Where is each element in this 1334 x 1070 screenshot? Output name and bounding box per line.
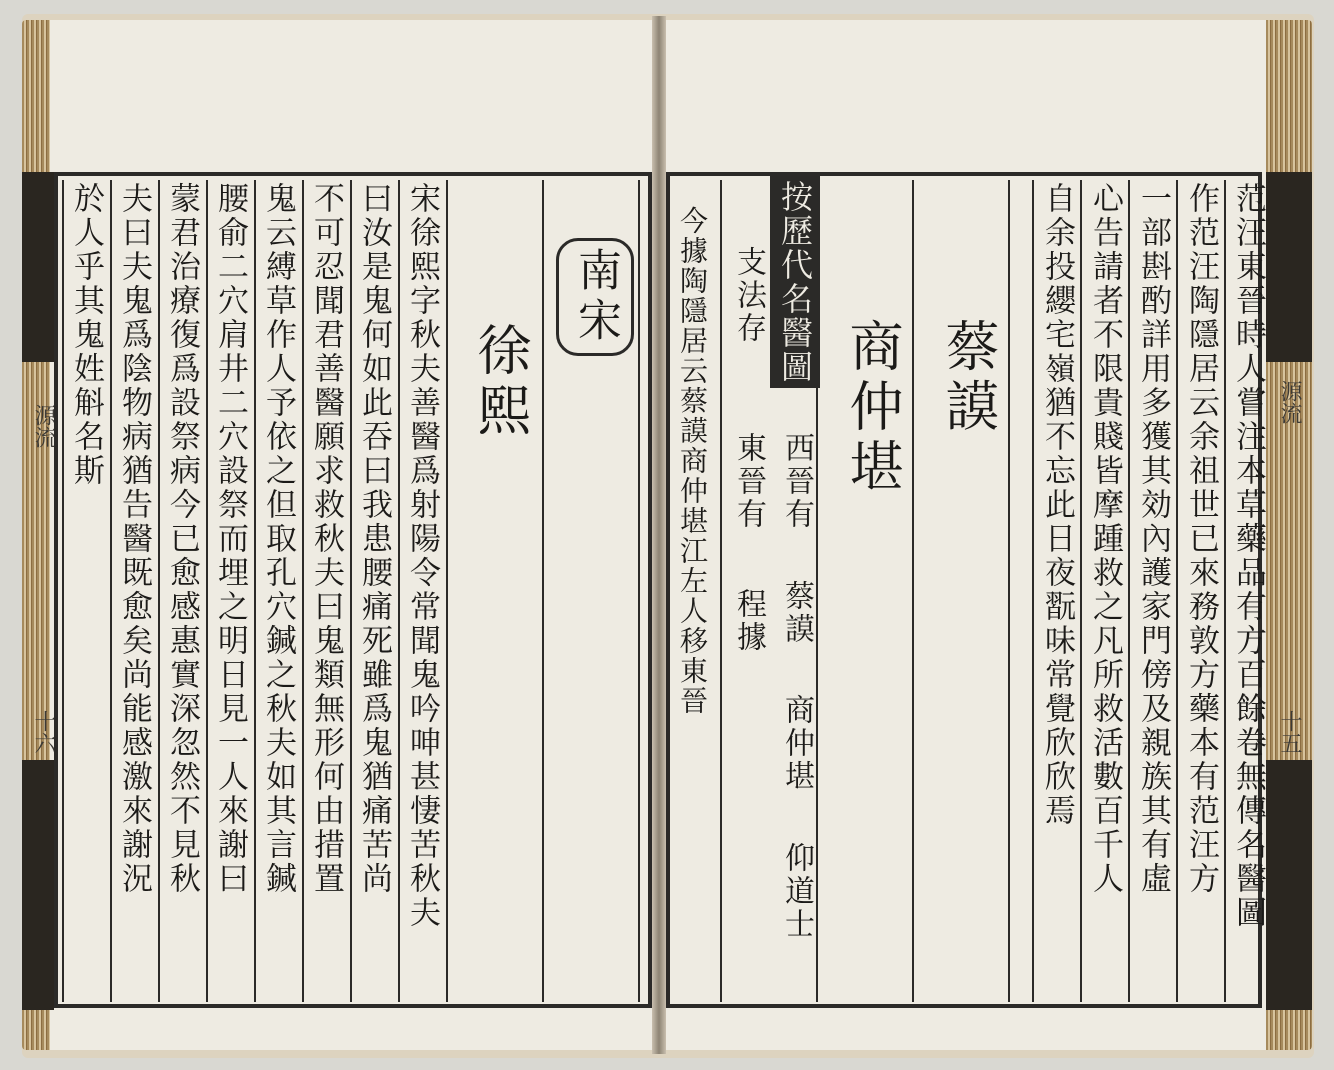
right-rule-4 (1080, 180, 1082, 1002)
right-rule-2 (1176, 180, 1178, 1002)
left-text-column-1: 宋徐熙字秋夫善醫爲射陽令常聞鬼吟呻甚悽苦秋夫 (404, 182, 440, 930)
left-edge-band-top (22, 172, 54, 362)
right-text-column-2: 作范汪陶隱居云余祖世已來務敦方藥本有范汪方 (1183, 182, 1219, 896)
sub-western-jin: 西晉有 (779, 432, 814, 531)
right-rule-5 (1032, 180, 1034, 1002)
left-rule-2 (542, 180, 544, 1002)
heading-cai-mo: 蔡謨 (937, 318, 1000, 438)
right-text-column-5: 自余投纓宅嶺猶不忘此日夜翫味常覺欣欣焉 (1039, 182, 1075, 828)
right-fold-title: 源流 (1277, 380, 1302, 424)
heading-xu-xi: 徐熙 (469, 322, 532, 442)
right-rule-3 (1128, 180, 1130, 1002)
left-fold-number: 十六 (31, 710, 56, 754)
right-edge-band-top (1266, 172, 1312, 362)
right-rule-7 (912, 180, 914, 1002)
left-text-column-2: 曰汝是鬼何如此吞曰我患腰痛死雖爲鬼猶痛苦尚 (356, 182, 392, 896)
sub-cai-mo: 蔡謨 (779, 580, 814, 646)
left-rule-3 (446, 180, 448, 1002)
right-text-column-1: 范汪東晉時人嘗注本草藥品有方百餘卷無傳名醫圖 (1230, 182, 1266, 930)
left-text-column-4: 鬼云縛草作人予依之但取孔穴鍼之秋夫如其言鍼 (260, 182, 296, 896)
left-text-column-5: 腰俞二穴肩井二穴設祭而埋之明日見一人來謝曰 (212, 182, 248, 896)
right-fold-number: 十五 (1277, 710, 1302, 754)
sub-cheng-ju: 程據 (731, 588, 766, 654)
right-rule-1 (1224, 180, 1226, 1002)
left-rule-8 (206, 180, 208, 1002)
left-rule-10 (110, 180, 112, 1002)
left-rule-5 (350, 180, 352, 1002)
dynasty-label-south-song: 南宋 (556, 238, 634, 356)
book-gutter (652, 16, 666, 1054)
left-edge-band-bottom (22, 760, 54, 1010)
heading-shang-zhongkan: 商仲堪 (841, 318, 904, 498)
left-rule-4 (398, 180, 400, 1002)
sub-zhi-facun: 支法存 (731, 246, 766, 345)
left-rule-11 (62, 180, 64, 1002)
sub-eastern-jin: 東晉有 (731, 432, 766, 531)
right-rule-9 (720, 180, 722, 1002)
left-fold-title: 源流 (31, 404, 56, 448)
left-rule-6 (302, 180, 304, 1002)
left-text-column-3: 不可忍聞君善醫願求救秋夫曰鬼類無形何由措置 (308, 182, 344, 896)
right-edge-band-bottom (1266, 760, 1312, 1010)
right-text-column-4: 心告請者不限貴賤皆摩踵救之凡所救活數百千人 (1087, 182, 1123, 896)
source-banner: 按歷代名醫圖 (770, 176, 820, 388)
right-note-column: 今據陶隱居云蔡謨商仲堪江左人移東晉 (676, 206, 709, 716)
right-rule-6 (1008, 180, 1010, 1002)
right-text-column-3: 一部斟酌詳用多獲其効內護家門傍及親族其有虛 (1135, 182, 1171, 896)
left-rule-7 (254, 180, 256, 1002)
left-rule-1 (638, 180, 640, 1002)
sub-shang-zhongkan: 商仲堪 (779, 694, 814, 793)
left-text-column-7: 夫曰夫鬼爲陰物病猶告醫既愈矣尚能感激來謝況 (116, 182, 152, 896)
left-text-column-6: 蒙君治療復爲設祭病今已愈感惠實深忽然不見秋 (164, 182, 200, 896)
sub-yang-daoshi: 仰道士 (779, 842, 814, 941)
left-rule-9 (158, 180, 160, 1002)
left-text-column-8: 於人乎其鬼姓斛名斯 (68, 182, 104, 488)
